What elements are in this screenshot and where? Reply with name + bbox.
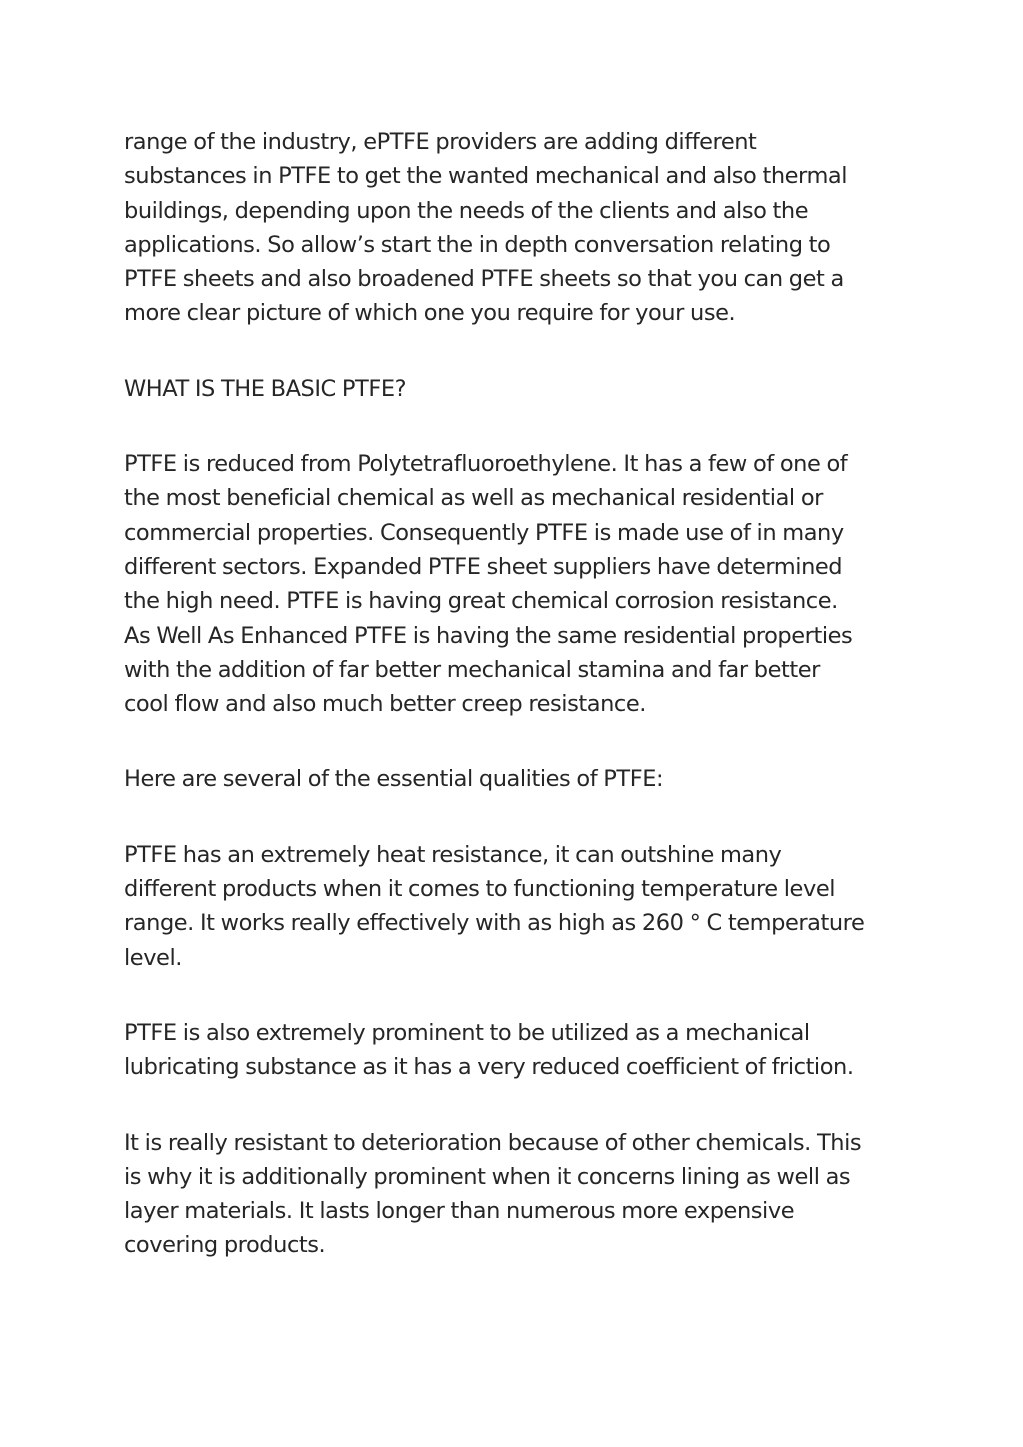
text-line: range of the industry, ePTFE providers are adding different [124,129,757,155]
text-line: applications. So allow’s start the in depth conversation relating to [124,231,831,258]
text-line: PTFE is also extremely prominent to be utilized as a mechanical [124,1019,810,1046]
document-page [124,125,904,1304]
paragraph-qualities-intro [124,762,904,796]
section-heading [124,372,904,406]
text-line: PTFE sheets and also broadened PTFE sheets so that you can get a [124,266,844,293]
text-line: substances in PTFE to get the wanted mechanical and also thermal [124,163,848,190]
text-line: As Well As Enhanced PTFE is having the same residential properties [124,622,853,649]
heading-line: WHAT IS THE BASIC PTFE? [124,375,407,402]
text-line: different products when it comes to functioning temperature level [124,876,836,903]
text-line: layer materials. It lasts longer than numerous more expensive [124,1198,795,1225]
text-line: PTFE has an extremely heat resistance, it can outshine many [124,841,782,868]
text-line: different sectors. Expanded PTFE sheet suppliers have determined [124,553,843,580]
text-line: is why it is additionally prominent when it concerns lining as well as [124,1163,851,1190]
text-line: cool flow and also much better creep resistance. [124,691,646,718]
text-line: with the addition of far better mechanical stamina and far better [124,656,820,683]
text-line: It is really resistant to deterioration because of other chemicals. This [124,1129,862,1156]
text-line: PTFE is reduced from Polytetrafluoroethylene. It has a few of one of [124,451,848,478]
text-line: range. It works really effectively with as high as 260 ° C temperature [124,910,865,937]
text-line: the high need. PTFE is having great chemical corrosion resistance. [124,588,838,615]
text-line: Here are several of the essential qualities of PTFE: [124,766,664,793]
paragraph-chemical-resistance [124,1126,904,1263]
text-line: buildings, depending upon the needs of the clients and also the [124,197,809,224]
text-line: covering products. [124,1232,326,1259]
paragraph-intro [124,125,904,331]
text-line: the most beneficial chemical as well as mechanical residential or [124,485,823,512]
paragraph-lubricant [124,1016,904,1085]
paragraph-definition [124,447,904,721]
text-line: level. [124,944,182,971]
paragraph-heat-resistance [124,838,904,975]
text-line: more clear picture of which one you require for your use. [124,300,736,327]
text-line: commercial properties. Consequently PTFE is made use of in many [124,519,844,546]
text-line: lubricating substance as it has a very reduced coefficient of friction. [124,1054,854,1081]
